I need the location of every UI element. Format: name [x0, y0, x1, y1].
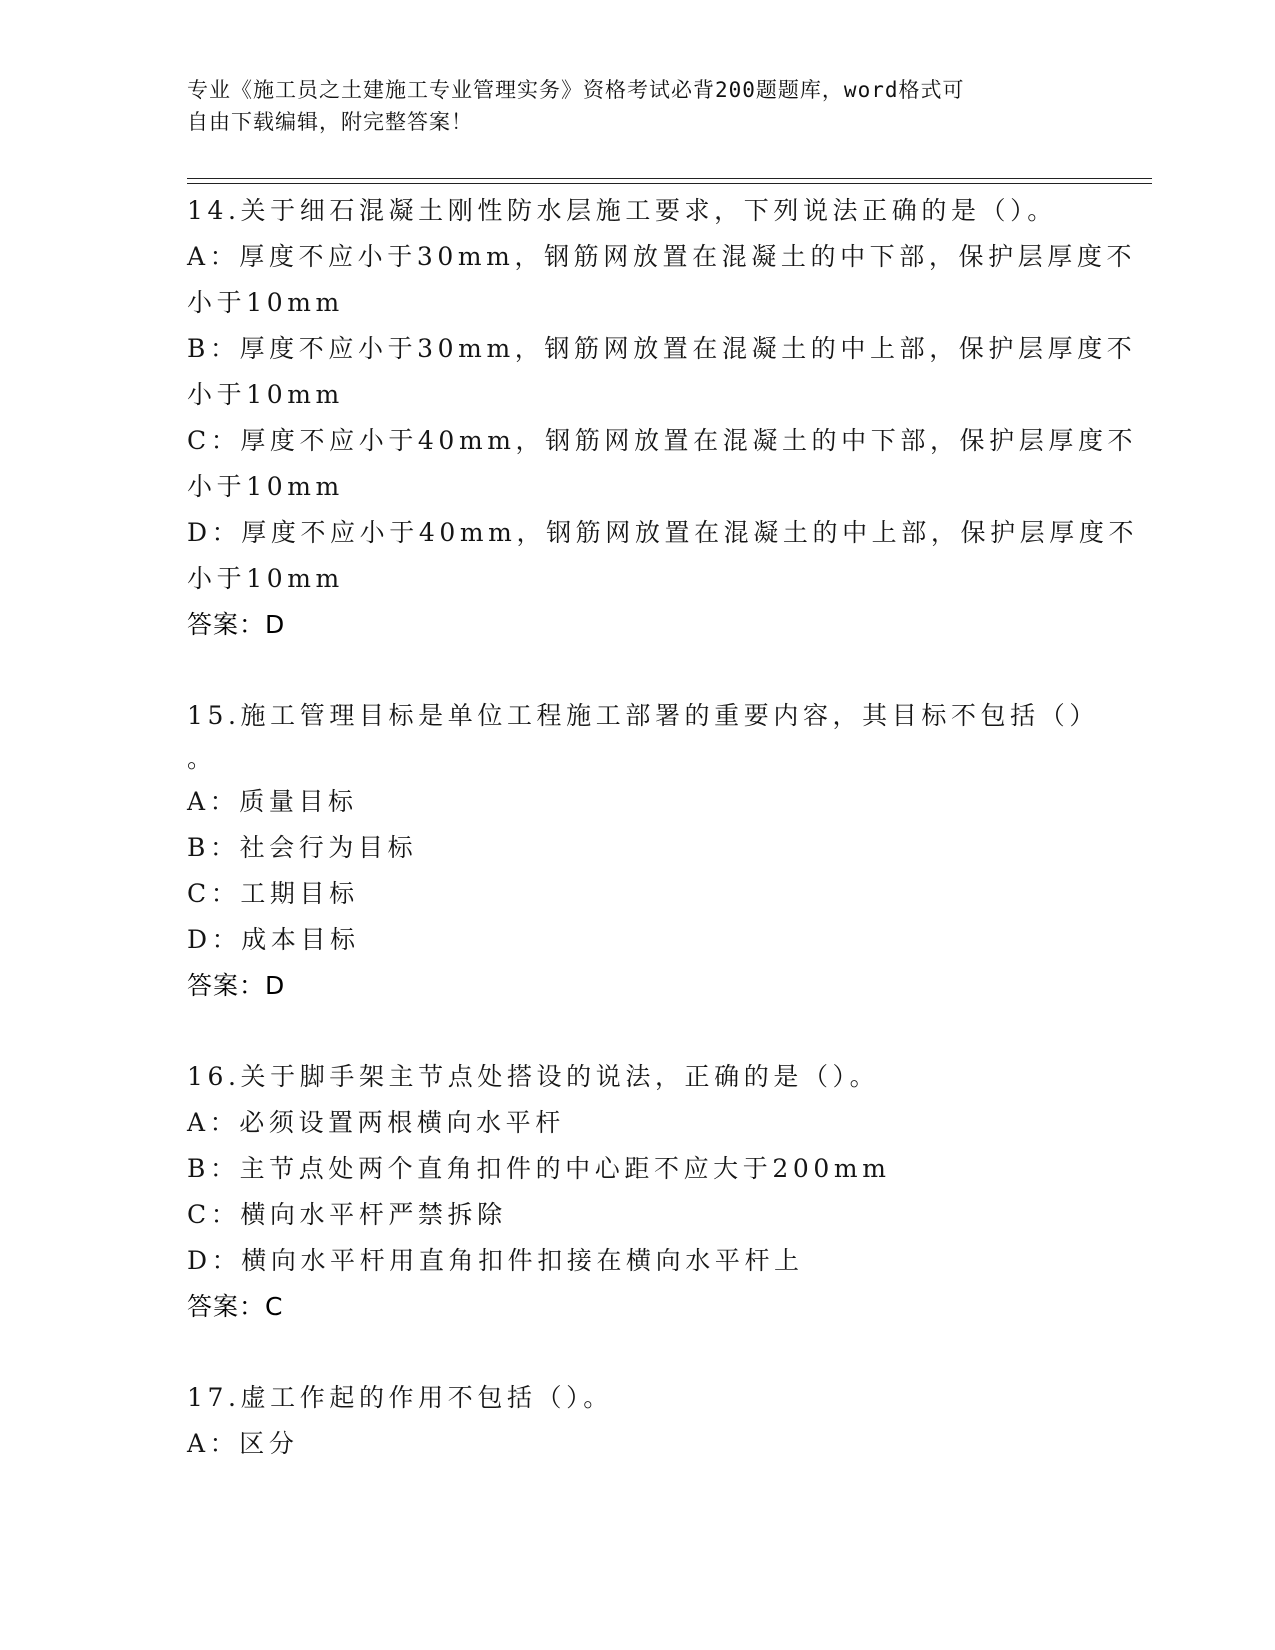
option-b: B：社会行为目标 — [187, 833, 418, 862]
document-header — [187, 74, 1067, 138]
header-divider-top — [187, 178, 1152, 179]
question-spacer — [187, 1009, 1087, 1054]
answer-label: 答案：D — [187, 610, 286, 639]
option-a: A：区分 — [187, 1429, 299, 1458]
option-a: A：质量目标 — [187, 787, 358, 816]
question-stem: 17.虚工作起的作用不包括（）。 — [187, 1383, 613, 1412]
header-line-1: 专业《施工员之土建施工专业管理实务》资格考试必背200题题库，word格式可 — [187, 78, 965, 102]
question-stem-continuation: 。 — [187, 744, 217, 773]
question-stem: 15.施工管理目标是单位工程施工部署的重要内容，其目标不包括（） — [187, 701, 1099, 730]
answer-label: 答案：D — [187, 971, 286, 1000]
question-stem: 14.关于细石混凝土刚性防水层施工要求，下列说法正确的是（）。 — [187, 196, 1057, 225]
question-list — [187, 188, 1139, 1467]
option-d-continuation: 小于10mm — [187, 564, 344, 593]
option-d: D：横向水平杆用直角扣件扣接在横向水平杆上 — [187, 1246, 804, 1275]
header-line-2: 自由下载编辑，附完整答案！ — [187, 110, 473, 134]
option-a-continuation: 小于10mm — [187, 288, 344, 317]
header-divider-bottom — [187, 183, 1152, 184]
question-stem: 16.关于脚手架主节点处搭设的说法，正确的是（）。 — [187, 1062, 880, 1091]
question-14 — [187, 188, 1139, 648]
option-a: A：厚度不应小于30mm，钢筋网放置在混凝土的中下部，保护层厚度不 — [187, 242, 1137, 271]
option-b: B：主节点处两个直角扣件的中心距不应大于200mm — [187, 1154, 891, 1183]
option-c: C：厚度不应小于40mm，钢筋网放置在混凝土的中下部，保护层厚度不 — [187, 426, 1138, 455]
question-16 — [187, 1054, 1087, 1330]
question-spacer — [187, 1330, 1087, 1375]
option-c: C：工期目标 — [187, 879, 359, 908]
question-17 — [187, 1375, 1087, 1467]
option-b-continuation: 小于10mm — [187, 380, 344, 409]
question-spacer — [187, 648, 1087, 693]
question-15 — [187, 693, 1099, 1009]
answer-label: 答案：C — [187, 1292, 284, 1321]
option-c-continuation: 小于10mm — [187, 472, 344, 501]
option-d: D：厚度不应小于40mm，钢筋网放置在混凝土的中上部，保护层厚度不 — [187, 518, 1139, 547]
option-a: A：必须设置两根横向水平杆 — [187, 1108, 565, 1137]
option-b: B：厚度不应小于30mm，钢筋网放置在混凝土的中上部，保护层厚度不 — [187, 334, 1137, 363]
option-d: D：成本目标 — [187, 925, 360, 954]
option-c: C：横向水平杆严禁拆除 — [187, 1200, 507, 1229]
